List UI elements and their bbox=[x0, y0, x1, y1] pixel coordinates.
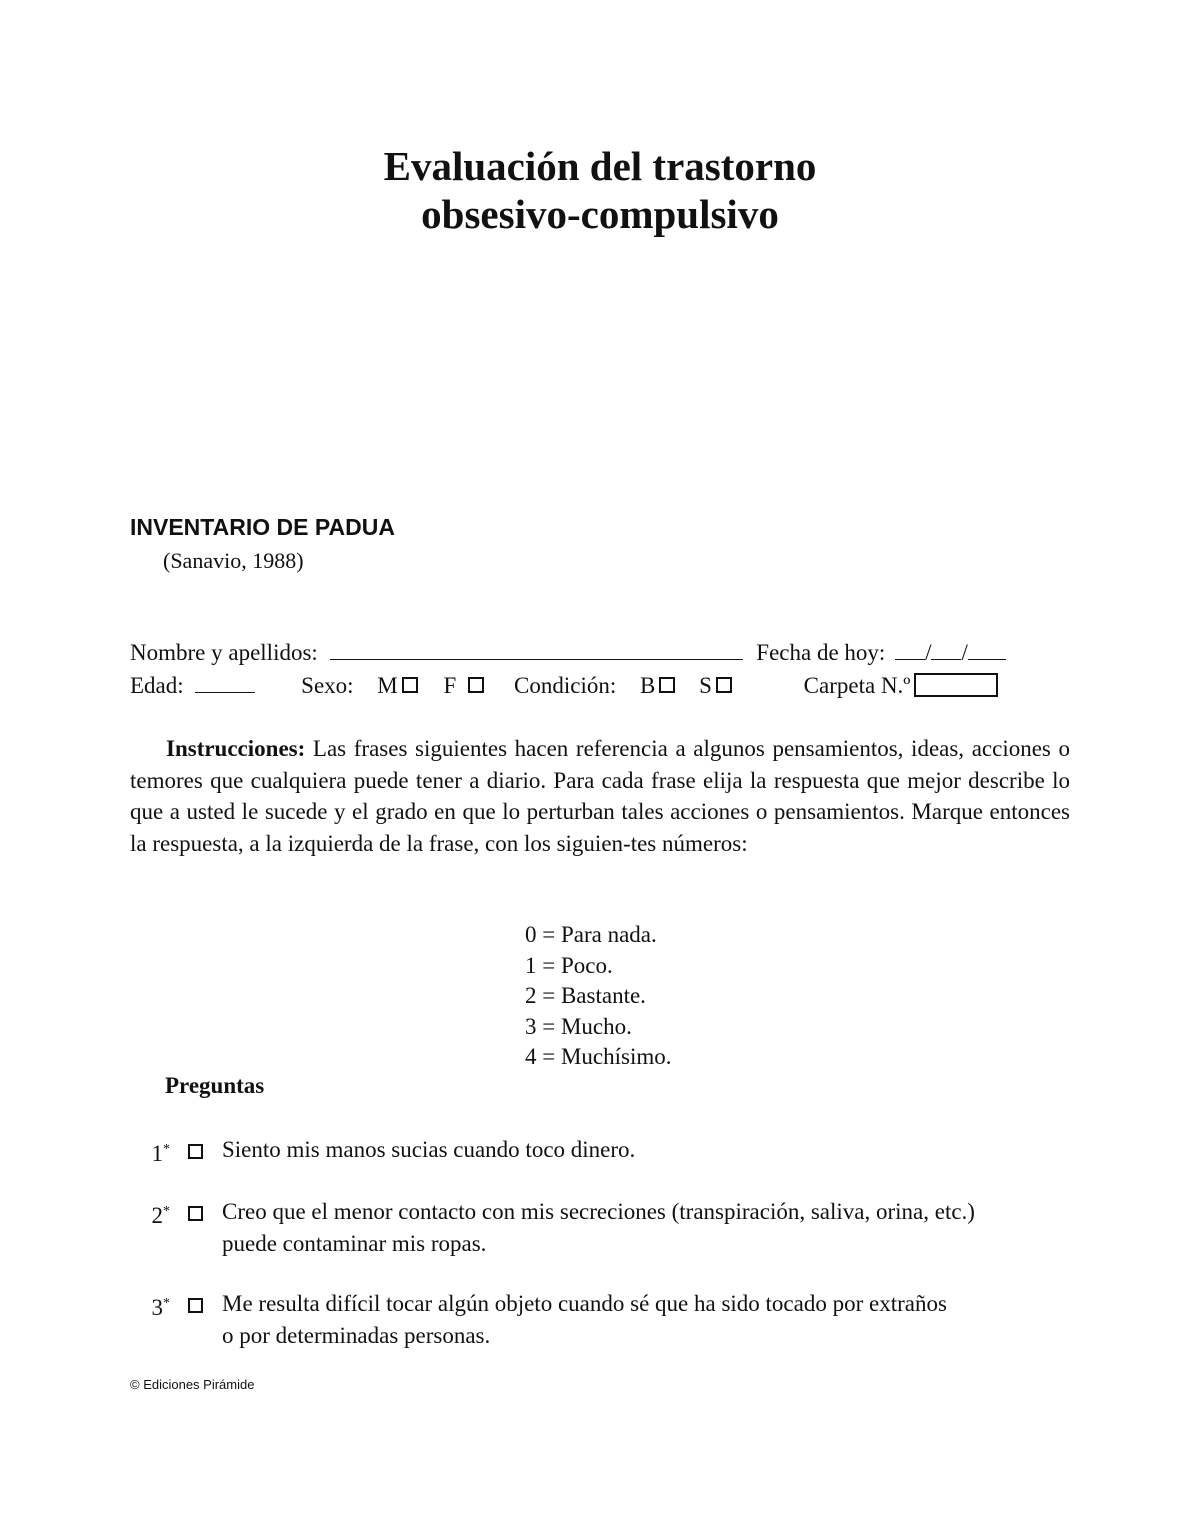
date-month-field[interactable] bbox=[931, 658, 961, 660]
question-text-continued: o por determinadas personas. bbox=[222, 1323, 491, 1348]
question-mark: * bbox=[163, 1296, 170, 1311]
question-mark: * bbox=[163, 1204, 170, 1219]
question-number-value: 2 bbox=[151, 1203, 163, 1228]
scale-item: 1 = Poco. bbox=[525, 952, 613, 978]
question-number bbox=[140, 1196, 170, 1232]
name-label: Nombre y apellidos: bbox=[130, 640, 318, 665]
instructions-paragraph bbox=[130, 733, 1070, 859]
condition-option-s: S bbox=[699, 673, 712, 698]
question-item bbox=[130, 1134, 1070, 1166]
sex-f-checkbox[interactable] bbox=[468, 677, 484, 693]
questions-heading: Preguntas bbox=[165, 1073, 265, 1098]
question-text-continued: puede contaminar mis ropas. bbox=[222, 1231, 487, 1256]
name-date-row bbox=[130, 640, 1006, 666]
scale-item: 0 = Para nada. bbox=[525, 922, 657, 947]
demographics-row bbox=[130, 673, 998, 699]
date-day-field[interactable] bbox=[895, 658, 925, 660]
name-field[interactable] bbox=[330, 658, 743, 660]
question-item bbox=[130, 1196, 1070, 1260]
page-title-line1: Evaluación del trastorno bbox=[383, 143, 817, 189]
question-number-value: 1 bbox=[151, 1141, 163, 1166]
sex-option-f: F bbox=[443, 673, 457, 698]
question-item bbox=[130, 1288, 1070, 1352]
question-checkbox[interactable] bbox=[188, 1206, 203, 1221]
date-separator: / bbox=[961, 640, 968, 665]
age-label: Edad: bbox=[130, 673, 184, 698]
question-text: Me resulta difícil tocar algún objeto cuando sé que ha sido tocado por extraños bbox=[222, 1291, 947, 1316]
sex-m-checkbox[interactable] bbox=[402, 677, 418, 693]
condition-option-b: B bbox=[640, 673, 656, 698]
copyright-footer: © Ediciones Pirámide bbox=[130, 1377, 255, 1392]
inventory-citation: (Sanavio, 1988) bbox=[163, 548, 304, 573]
question-checkbox[interactable] bbox=[188, 1144, 203, 1159]
question-number bbox=[140, 1288, 170, 1324]
instructions-body: Las frases siguientes hacen referencia a algunos pensamientos, ideas, acciones o temores que cualquiera puede tener a diario. Para cada frase elija la respuesta que mejor describe lo que a usted le sucede y el grado en que lo perturban tales acciones o pensamientos. Marque entonces la respuesta, a la izquierda de la frase, con los siguien-tes números: bbox=[130, 736, 1071, 856]
scale-item: 4 = Muchísimo. bbox=[525, 1044, 672, 1069]
page-title bbox=[0, 142, 1200, 238]
condition-s-checkbox[interactable] bbox=[716, 677, 732, 693]
question-text: Creo que el menor contacto con mis secreciones (transpiración, saliva, orina, etc.) bbox=[222, 1199, 975, 1224]
question-mark: * bbox=[163, 1142, 170, 1157]
condition-b-checkbox[interactable] bbox=[659, 677, 675, 693]
sex-option-m: M bbox=[377, 673, 398, 698]
sex-label: Sexo: bbox=[301, 673, 354, 698]
instructions-lead: Instrucciones: bbox=[166, 736, 306, 761]
date-label: Fecha de hoy: bbox=[756, 640, 886, 665]
inventory-title: INVENTARIO DE PADUA bbox=[130, 514, 395, 540]
question-number-value: 3 bbox=[151, 1295, 163, 1320]
folder-number-field[interactable] bbox=[914, 673, 998, 697]
date-separator: / bbox=[925, 640, 932, 665]
condition-label: Condición: bbox=[514, 673, 617, 698]
scale-item: 2 = Bastante. bbox=[525, 983, 646, 1008]
question-number bbox=[140, 1134, 170, 1170]
page-title-line2: obsesivo-compulsivo bbox=[421, 191, 779, 237]
folder-label: Carpeta N.º bbox=[803, 673, 911, 698]
age-field[interactable] bbox=[195, 691, 255, 693]
scale-item: 3 = Mucho. bbox=[525, 1013, 632, 1039]
question-text: Siento mis manos sucias cuando toco dinero. bbox=[222, 1137, 636, 1162]
response-scale bbox=[525, 920, 672, 1073]
question-checkbox[interactable] bbox=[188, 1298, 203, 1313]
date-year-field[interactable] bbox=[968, 658, 1006, 660]
